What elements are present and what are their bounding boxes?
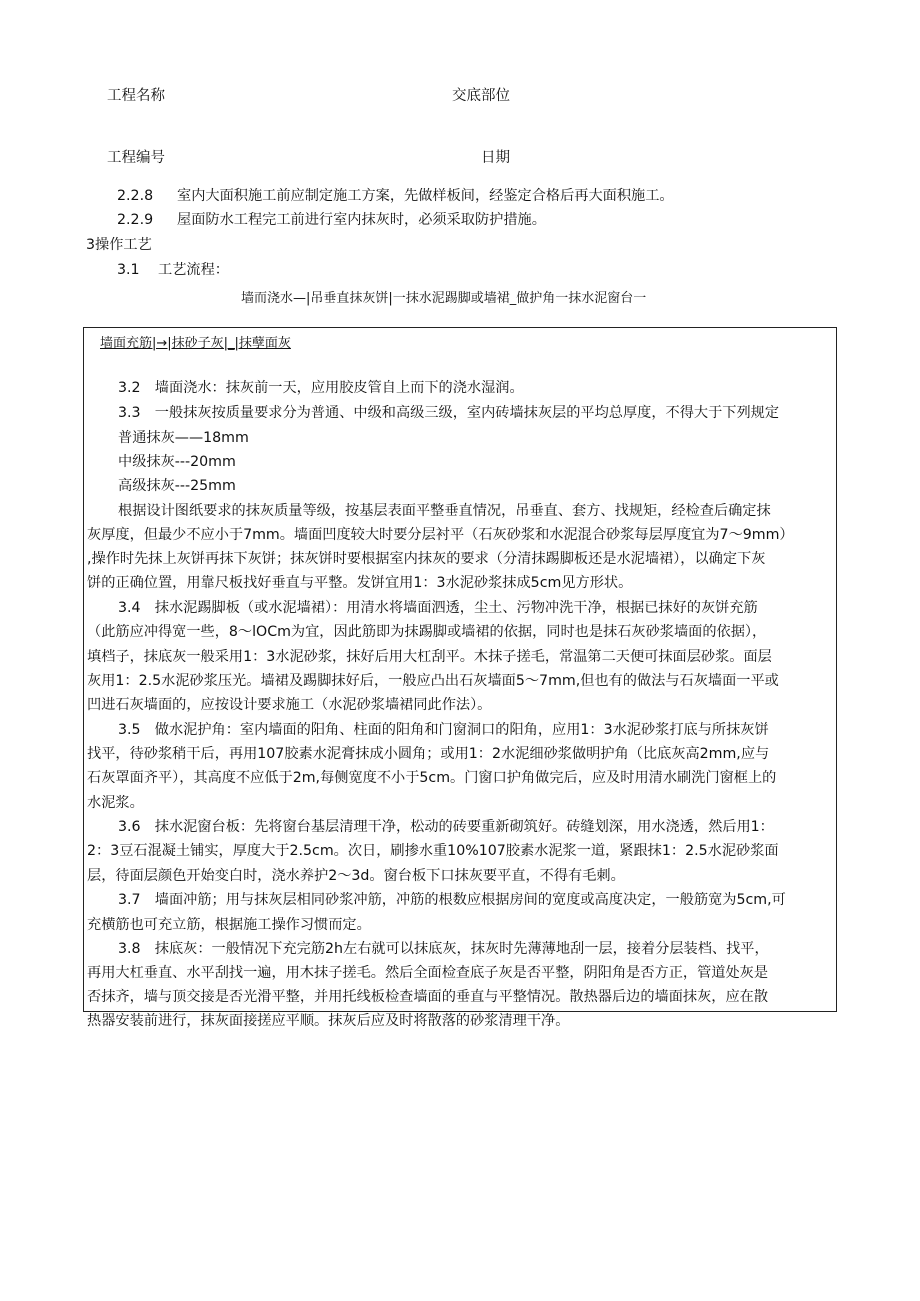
text-line: 再用大杠垂直、水平刮找一遍，用木抹子搓毛。然后全面检查底子灰是否平整，阴阳角是否方正，管道处灰是 xyxy=(87,965,769,981)
text-line: 凹进石灰墙面的，应按设计要求施工（水泥砂浆墙裙同此作法）。 xyxy=(87,697,492,713)
item-3-1-number: 3.1 xyxy=(117,262,140,278)
project-name-label: 工程名称 xyxy=(107,88,165,104)
text-line: 否抹齐，墙与顶交接是否光滑平整，并用托线板检查墙面的垂直与平整情况。散热器后边的墙面抹灰，应在散 xyxy=(87,989,769,1005)
text-line: 普通抹灰——18mm xyxy=(118,430,249,446)
text-line: 根据设计图纸要求的抹灰质量等级，按基层表面平整垂直情况，吊垂直、套方、找规矩，经检查后确定抹 xyxy=(118,503,771,519)
text-line: 3.2 墙面浇水：抹灰前一天，应用胶皮管自上而下的浇水湿润。 xyxy=(118,380,524,396)
text-line: （此筋应冲得宽一些，8〜lOCm为宜，因此筋即为抹踢脚或墙裙的依据，同时也是抹石灰砂浆墙面的依据）， xyxy=(87,624,767,640)
text-line: 3.3 一般抹灰按质量要求分为普通、中级和高级三级，室内砖墙抹灰层的平均总厚度，不得大于下列规定 xyxy=(118,405,780,421)
text-line: 充横筋也可充立筋，根据施工操作习惯而定。 xyxy=(87,917,371,933)
item-2-2-8-number: 2.2.8 xyxy=(117,188,154,204)
item-2-2-9-number: 2.2.9 xyxy=(117,212,154,228)
text-line: 热器安装前进行，抹灰面接搓应平顺。抹灰后应及时将散落的砂浆清理干净。 xyxy=(87,1013,570,1029)
text-line: 饼的正确位置，用靠尺板找好垂直与平整。发饼宜用1：3水泥砂浆抹成5cm见方形状。 xyxy=(87,575,633,591)
text-line: 水泥浆。 xyxy=(87,795,144,811)
item-2-2-9-text: 屋面防水工程完工前进行室内抹灰时，必须采取防护措施。 xyxy=(177,212,546,228)
item-2-2-8-text: 室内大面积施工前应制定施工方案，先做样板间，经鉴定合格后再大面积施工。 xyxy=(177,188,674,204)
text-line: 3.4 抹水泥踢脚板（或水泥墙裙）：用清水将墙面泗透，尘土、污物冲洗干净，根据已抹好的灰饼充筋 xyxy=(118,600,758,616)
text-line: 3.5 做水泥护角：室内墙面的阳角、柱面的阳角和门窗洞口的阳角，应用1：3水泥砂浆打底与所抹灰饼 xyxy=(118,722,769,738)
text-line: 灰厚度，但最少不应小于7mm。墙面凹度较大时要分层衬平（石灰砂浆和水泥混合砂浆每层厚度宜为7〜9mm） xyxy=(87,527,794,543)
text-line: 石灰罩面齐平），其高度不应低于2m,每侧宽度不小于5cm。门窗口护角做完后，应及时用清水刷洗门窗框上的 xyxy=(87,770,777,786)
text-line: 灰用1：2.5水泥砂浆压光。墙裙及踢脚抹好后，一般应凸出石灰墙面5〜7mm,但也有的做法与石灰墙面一平或 xyxy=(87,673,779,689)
process-flow-line-2: 墙面充筋|→|抹砂子灰|_|抹孽面灰 xyxy=(100,336,291,351)
disclosure-part-label: 交底部位 xyxy=(452,88,510,104)
project-number-label: 工程编号 xyxy=(107,150,165,166)
text-line: 3.7 墙面冲筋；用与抹灰层相同砂浆冲筋，冲筋的根数应根据房间的宽度或高度决定，一般筋宽为5cm,可 xyxy=(118,892,786,908)
text-line: 填档子，抹底灰一般采用1：3水泥砂浆，抹好后用大杠刮平。木抹子搓毛，常温第二天便可抹面层砂浆。面层 xyxy=(87,649,772,665)
text-line: 高级抹灰---25mm xyxy=(118,478,236,494)
date-label: 日期 xyxy=(481,150,510,166)
text-line: 找平，待砂浆稍干后，再用107胶素水泥膏抹成小圆角；或用1：2水泥细砂浆做明护角（比底灰高2mm,应与 xyxy=(87,746,770,762)
text-line: 3.6 抹水泥窗台板：先将窗台基层清理干净，松动的砖要重新砌筑好。砖缝划深，用水浇透，然后用1： xyxy=(118,819,774,835)
text-line: 3.8 抹底灰：一般情况下充完筋2h左右就可以抹底灰，抹灰时先薄薄地刮一层，接着分层装档、找平， xyxy=(118,941,769,957)
content-box xyxy=(83,327,837,1029)
text-line: 2：3豆石混凝土铺实，厚度大于2.5cm。次日，刷掺水重10%107胶素水泥浆一道，紧跟抹1：2.5水泥砂浆面 xyxy=(87,843,779,859)
section-3-heading: 3操作工艺 xyxy=(86,237,152,253)
process-flow-line-1: 墙而浇水—|吊垂直抹灰饼|一抹水泥踢脚或墙裙_做护角一抹水泥窗台一 xyxy=(241,291,647,306)
item-3-1-text: 工艺流程： xyxy=(158,262,229,278)
text-line: 中级抹灰---20mm xyxy=(118,454,236,470)
text-line: ,操作时先抹上灰饼再抹下灰饼；抹灰饼时要根据室内抹灰的要求（分清抹踢脚板还是水泥墙裙），以确定下灰 xyxy=(87,551,766,567)
text-line: 层，待面层颜色开始变白时，浇水养护2〜3d。窗台板下口抹灰要平直，不得有毛刺。 xyxy=(87,868,625,884)
